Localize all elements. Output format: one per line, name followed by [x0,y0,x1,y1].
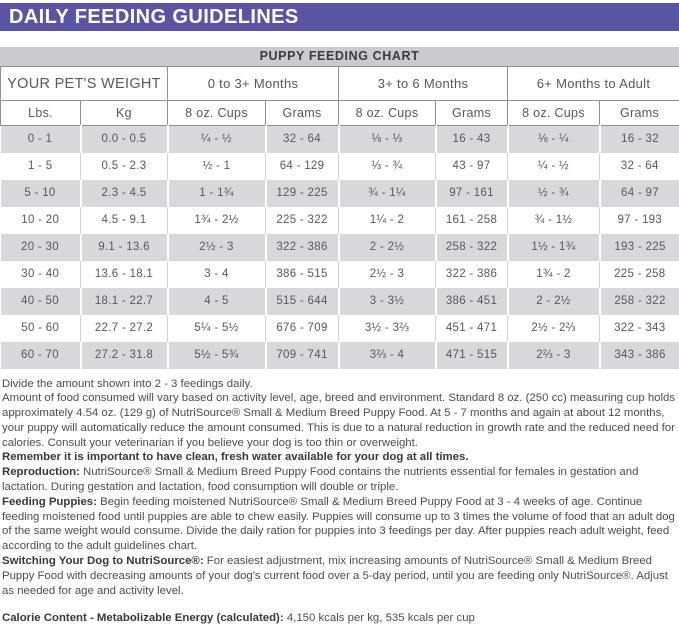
table-cell: 5¼ - 5½ [168,315,266,342]
table-cell: 3 - 4 [168,261,266,288]
note-divide-feedings: Divide the amount shown into 2 - 3 feedings daily. [2,377,253,390]
sub-header-row [1,101,679,126]
chart-title-bar: PUPPY FEEDING CHART [0,47,679,66]
table-cell: 43 - 97 [436,153,508,180]
table-cell: ¾ - 1¼ [339,180,436,207]
table-cell: 30 - 40 [21,268,60,280]
table-cell: 32 - 64 [266,126,339,153]
table-cell: 3 - 3½ [339,288,436,315]
table-cell: 16 - 32 [600,126,679,153]
table-row [1,261,679,288]
table-cell: 2½ - 3 [168,234,266,261]
table-cell: 471 - 515 [436,342,508,369]
page-title-bar [0,3,679,31]
notes-section [0,377,679,627]
note-feeding-puppies: Feeding Puppies: Begin feeding moistened NutriSource® Small & Medium Breed Puppy Food at 3 - 4 weeks of age. Continue feeding moistened food until puppies are able to chew easily. Puppies will consume up to 3 times the volume of food that an adult dog of the same weight would consume. Divide the daily ration for puppies into 3 feedings per day. After puppies reach adult weight, feed according to the adult guidelines chart. [2,495,675,553]
table-cell: 60 - 70 [21,349,59,361]
puppy-feeding-table [0,66,679,369]
table-cell: 4 - 5 [168,288,266,315]
table-cell: ¼ - ½ [508,153,600,180]
table-cell: 3⅔ - 4 [339,342,436,369]
table-cell: 1¾ - 2 [508,261,600,288]
table-cell: 5 - 10 [24,187,56,199]
table-cell: ¾ - 1½ [508,207,600,234]
table-cell: 22.7 - 27.2 [81,315,168,342]
table-cell: 64 - 129 [266,153,339,180]
table-cell: 50 - 60 [21,322,60,334]
group-header-row [1,67,679,101]
table-cell: 64 - 97 [600,180,679,207]
table-cell: 709 - 741 [266,342,339,369]
table-cell: 322 - 343 [600,315,679,342]
table-cell: 258 - 322 [600,288,679,315]
col-header-grams-3: Grams [600,101,679,126]
table-cell: 97 - 161 [436,180,508,207]
note-reproduction: Reproduction: NutriSource® Small & Medium Breed Puppy Food contains the nutrients essential for females in gestation and lactation. During gestation and lactation, food consumption will double or triple. [2,466,639,494]
table-cell: 0 - 1 [27,133,53,146]
table-row [1,234,679,261]
table-cell: 32 - 64 [600,153,679,180]
table-cell: 0.0 - 0.5 [81,126,168,153]
table-cell: ½ - 1 [168,153,266,180]
table-cell: 2½ - 3 [339,261,436,288]
table-cell: 1¾ - 2½ [168,207,266,234]
table-row [1,180,679,207]
table-cell: 2 - 2½ [508,288,600,315]
table-cell: ⅛ - ⅓ [339,126,436,153]
calorie-content-line: Calorie Content - Metabolizable Energy (calculated): 4,150 kcals per kg, 535 kcals per cup [2,612,475,625]
table-cell: ½ - ¾ [508,180,600,207]
col-header-grams-2: Grams [436,101,508,126]
table-cell: 322 - 386 [266,234,339,261]
table-cell: 322 - 386 [436,261,508,288]
col-header-cups-2: 8 oz. Cups [339,101,436,126]
table-cell: 0.5 - 2.3 [81,153,168,180]
table-cell: 10 - 20 [21,214,60,226]
table-cell: 3½ - 3⅔ [339,315,436,342]
note-amount-consumed: Amount of food consumed will vary based on activity level, age, breed and environment. Standard 8 oz. (250 cc) measuring cup holds approximately 4.54 oz. (129 g) of NutriSource® Small & Medium Breed Puppy Food. At 5 - 7 months and again at about 12 months, your puppy will automatically reduce the amount consumed. This is due to a natural reduction in growth rate and the reduced need for calories. Consult your veterinarian if you believe your dog is too thin or overweight. [2,392,676,449]
page-title: DAILY FEEDING GUIDELINES [9,5,299,28]
note-switching-food: Switching Your Dog to NutriSource®: For easiest adjustment, mix increasing amounts of NutriSource® Small & Medium Breed Puppy Food with decreasing amounts of your dog's current food over a 5-day period, until you are feeding only NutriSource®. Adjust as needed for age and activity level. [2,555,668,597]
table-cell: 16 - 43 [436,126,508,153]
col-header-grams-1: Grams [266,101,339,126]
table-cell: 2 - 2½ [339,234,436,261]
col-group-0-3-months: 0 to 3+ Months [168,67,339,101]
table-row [1,288,679,315]
table-cell: 225 - 258 [600,261,679,288]
col-header-kg: Kg [81,101,168,126]
table-cell: 18.1 - 22.7 [81,288,168,315]
table-cell: 2½ - 2⅔ [508,315,600,342]
table-cell: 1 - 5 [27,160,53,172]
table-cell: ⅛ - ¼ [508,126,600,153]
table-cell: 193 - 225 [600,234,679,261]
table-cell: ⅓ - ¾ [339,153,436,180]
table-cell: 1½ - 1¾ [508,234,600,261]
col-group-pet-weight: YOUR PET'S WEIGHT [1,67,168,101]
table-row [1,126,679,153]
table-row [1,315,679,342]
col-header-lbs: Lbs. [1,101,81,126]
table-cell: 129 - 225 [266,180,339,207]
col-group-6-months-adult: 6+ Months to Adult [508,67,679,101]
table-cell: 40 - 50 [21,295,59,307]
table-cell: 2.3 - 4.5 [81,180,168,207]
table-cell: 5½ - 5¾ [168,342,266,369]
table-cell: 1 - 1¾ [168,180,266,207]
table-cell: 343 - 386 [600,342,679,369]
table-row [1,342,679,369]
table-row [1,207,679,234]
col-header-cups-3: 8 oz. Cups [508,101,600,126]
table-cell: ¼ - ½ [168,126,266,153]
table-cell: 386 - 515 [266,261,339,288]
note-fresh-water: Remember it is important to have clean, fresh water available for your dog at all times. [2,451,469,464]
table-cell: 386 - 451 [436,288,508,315]
table-cell: 225 - 322 [266,207,339,234]
table-row [1,153,679,180]
table-cell: 2⅔ - 3 [508,342,600,369]
table-cell: 161 - 258 [436,207,508,234]
table-cell: 258 - 322 [436,234,508,261]
col-header-cups-1: 8 oz. Cups [168,101,266,126]
table-cell: 97 - 193 [600,207,679,234]
table-cell: 4.5 - 9.1 [81,207,168,234]
col-group-3-6-months: 3+ to 6 Months [339,67,508,101]
table-cell: 13.6 - 18.1 [81,261,168,288]
table-cell: 9.1 - 13.6 [81,234,168,261]
table-cell: 1¼ - 2 [339,207,436,234]
feeding-guidelines-page [0,3,679,626]
table-cell: 676 - 709 [266,315,339,342]
table-cell: 27.2 - 31.8 [81,342,168,369]
table-cell: 515 - 644 [266,288,339,315]
table-cell: 451 - 471 [436,315,508,342]
table-cell: 20 - 30 [21,241,59,253]
